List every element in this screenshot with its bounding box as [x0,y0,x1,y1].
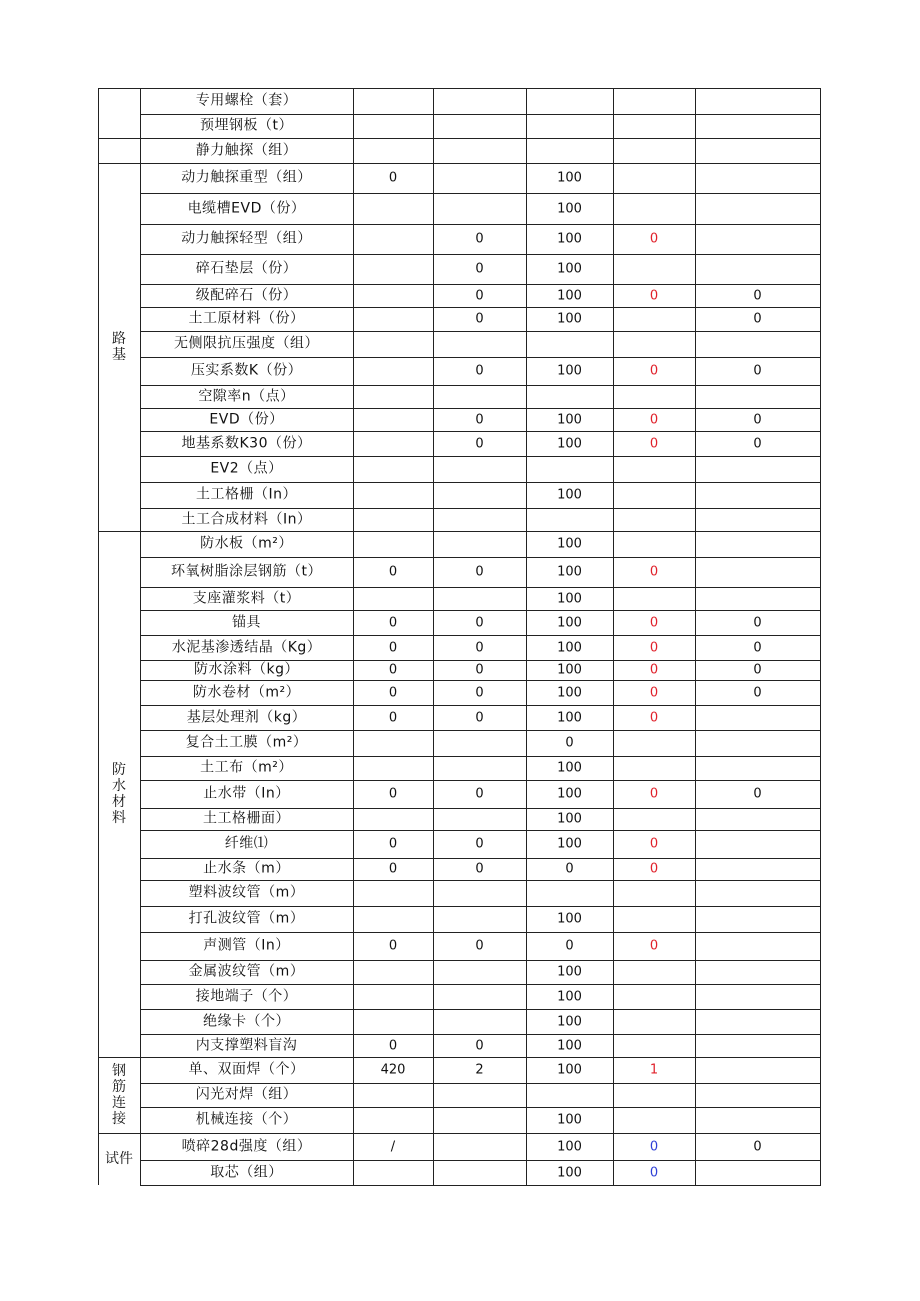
grid-line-horizontal [140,960,821,961]
table-cell-c4: 0 [649,288,659,303]
table-cell-c1: 0 [388,786,398,802]
grid-line-horizontal [98,138,821,139]
row-label: 喷碎28d强度（组） [181,1138,312,1154]
category-label: 路基 [112,331,126,363]
row-label: 土工格栅（In） [195,486,298,503]
grid-line-vertical [695,88,696,1186]
table-cell-c2: 0 [475,710,484,725]
table-cell-c4: 0 [649,363,659,379]
table-cell-c5: 0 [753,288,762,303]
row-label: 静力触探（组） [195,142,298,158]
table-cell-c4: 0 [649,1139,659,1154]
grid-line-vertical [820,88,821,1186]
grid-line-horizontal [98,1133,821,1134]
grid-line-horizontal [140,880,821,881]
grid-line-horizontal [140,680,821,681]
table-cell-c3: 100 [557,564,582,580]
table-cell-c2: 0 [475,640,484,655]
table-cell-c5: 0 [753,412,762,427]
table-cell-c4: 0 [649,662,659,678]
row-label: 单、双面焊（个） [188,1061,305,1078]
grid-line-horizontal [140,808,821,809]
table-cell-c4: 0 [649,231,659,247]
table-cell-c4: 0 [649,412,659,427]
grid-line-horizontal [98,88,821,89]
row-label: 支座灌浆料（t） [192,590,301,606]
row-label: 动力触探重型（组） [181,169,312,186]
row-label: 防水涂料（kg） [194,661,299,678]
row-label: 塑料波纹管（m） [188,884,305,901]
table-cell-c2: 2 [475,1062,484,1078]
table-cell-c3: 0 [565,938,574,954]
grid-line-horizontal [140,610,821,611]
table-cell-c2: 0 [475,311,484,327]
table-cell-c3: 100 [557,1038,582,1053]
table-cell-c2: 0 [475,288,484,303]
row-label: 基层处理剂（kg） [186,709,307,725]
row-label: 机械连接（个） [195,1111,298,1128]
table-cell-c5: 0 [753,615,762,630]
table-cell-c4: 0 [649,710,659,725]
row-label: 接地端子（个） [195,988,298,1004]
grid-line-horizontal [140,1009,821,1010]
row-label: 动力触探轻型（组） [181,230,312,247]
grid-line-horizontal [140,780,821,781]
grid-line-vertical [526,88,527,1186]
row-label: 土工布（m²） [200,759,293,776]
grid-line-horizontal [140,756,821,757]
row-label: 止水带（In） [203,785,290,802]
row-label: 电缆槽EVD（份） [187,200,306,216]
table-cell-c3: 100 [557,231,582,247]
grid-line-horizontal [140,385,821,386]
grid-line-horizontal [140,431,821,432]
row-label: 空隙率n（点） [198,388,295,404]
table-cell-c3: 100 [557,710,582,725]
table-cell-c4: 0 [649,615,659,630]
table-cell-c2: 0 [475,662,484,678]
grid-line-horizontal [140,932,821,933]
row-label: 地基系数K30（份） [181,435,312,451]
row-label: 内支撑塑料盲沟 [195,1037,298,1053]
table-cell-c1: 0 [388,564,398,580]
table-cell-c3: 100 [557,662,582,678]
row-label: 碎石垫层（份） [195,260,298,277]
grid-line-horizontal [140,1083,821,1084]
row-label: 金属波纹管（m） [188,963,305,980]
row-label: 级配碎石（份） [195,287,298,303]
row-label: EV2（点） [210,460,283,477]
grid-line-vertical [140,88,141,1186]
grid-line-horizontal [140,587,821,588]
grid-line-horizontal [140,1160,821,1161]
table-cell-c5: 0 [753,311,762,327]
table-cell-c3: 100 [557,591,582,606]
row-label: 压实系数K（份） [190,362,303,379]
table-cell-c2: 0 [475,786,484,802]
table-cell-c3: 100 [557,1062,582,1078]
category-label: 防水材料 [112,762,126,826]
grid-line-horizontal [140,254,821,255]
table-cell-c1: 0 [388,685,398,700]
table-cell-c4: 0 [649,786,659,802]
row-label: 打孔波纹管（m） [188,910,305,927]
table-cell-c2: 0 [475,685,484,700]
table-cell-c1: 420 [380,1062,406,1078]
grid-line-horizontal [140,114,821,115]
table-cell-c3: 100 [557,1014,582,1029]
table-cell-c3: 100 [557,487,582,503]
grid-line-vertical [353,88,354,1186]
table-cell-c3: 100 [557,412,582,427]
grid-line-horizontal [98,1057,821,1058]
row-label: EVD（份） [209,411,284,427]
table-cell-c4: 0 [649,640,659,655]
row-label: 纤维⑴ [224,835,269,852]
table-cell-c3: 100 [557,363,582,379]
row-label: 预埋钢板（t） [200,117,293,134]
table-cell-c4: 0 [649,836,659,852]
table-cell-c2: 0 [475,938,484,954]
grid-line-horizontal [140,705,821,706]
table-cell-c1: 0 [388,861,398,877]
row-label: 止水条（m） [203,860,290,877]
table-cell-c4: 1 [649,1062,659,1078]
table-cell-c5: 0 [753,436,762,451]
table-cell-c2: 0 [475,861,484,877]
grid-line-horizontal [140,224,821,225]
table-cell-c3: 100 [557,911,582,927]
grid-line-horizontal [140,830,821,831]
grid-line-horizontal [140,307,821,308]
table-cell-c3: 100 [557,811,582,827]
grid-line-horizontal [140,1034,821,1035]
table-cell-c5: 0 [753,1139,762,1154]
table-cell-c5: 0 [753,363,762,379]
table-cell-c3: 100 [557,760,582,776]
grid-line-horizontal [140,508,821,509]
grid-line-horizontal [140,456,821,457]
table-cell-c1: 0 [388,640,398,655]
row-label: 防水卷材（m²） [192,684,301,700]
category-label: 钢筋连接 [112,1063,126,1127]
table-cell-c3: 100 [557,261,582,277]
grid-line-vertical [433,88,434,1186]
grid-line-horizontal [140,730,821,731]
grid-line-horizontal [140,906,821,907]
table-cell-c3: 100 [557,836,582,852]
table-cell-c3: 100 [557,1139,582,1154]
table-cell-c1: 0 [388,710,398,725]
table-cell-c3: 100 [557,640,582,655]
grid-line-horizontal [140,557,821,558]
row-label: 闪光对焊（组） [195,1086,298,1103]
table-cell-c3: 100 [557,989,582,1004]
row-label: 土工合成材料（In） [181,511,312,527]
table-cell-c2: 0 [475,412,484,427]
table-cell-c1: 0 [388,615,398,630]
row-label: 环氧树脂涂层钢筋（t） [171,563,322,580]
grid-line-horizontal [140,635,821,636]
table-cell-c5: 0 [753,786,762,802]
table-cell-c3: 100 [557,1112,582,1128]
row-label: 水泥基渗透结晶（Kg） [171,639,322,655]
grid-line-horizontal [98,163,821,164]
row-label: 专用螺栓（套） [195,92,298,109]
table-cell-c4: 0 [649,685,659,700]
table-cell-c1: 0 [388,662,398,678]
table-cell-c4: 0 [649,938,659,954]
table-cell-c3: 0 [565,861,574,877]
row-label: 锚具 [232,614,261,630]
table-cell-c2: 0 [475,615,484,630]
row-label: 防水板（m²） [200,535,293,552]
table-cell-c4: 0 [649,436,659,451]
table-cell-c2: 0 [475,564,484,580]
table-cell-c3: 100 [557,536,582,552]
grid-line-horizontal [140,858,821,859]
table-cell-c3: 100 [557,786,582,802]
table-cell-c3: 100 [557,170,582,186]
table-cell-c2: 0 [475,231,484,247]
grid-line-horizontal [140,193,821,194]
table-cell-c4: 0 [649,1165,659,1180]
table-cell-c3: 100 [557,964,582,980]
table-cell-c4: 0 [649,564,659,580]
row-label: 无侧限抗压强度（组） [174,335,319,352]
table-cell-c3: 100 [557,615,582,630]
table-cell-c1: 0 [388,1038,398,1053]
table-cell-c1: 0 [388,170,398,186]
row-label: 复合土工膜（m²） [185,734,308,751]
data-table [98,88,821,1186]
table-cell-c5: 0 [753,685,762,700]
grid-line-vertical [613,88,614,1186]
table-cell-c3: 100 [557,311,582,327]
table-cell-c3: 0 [565,735,574,751]
table-cell-c2: 0 [475,436,484,451]
table-cell-c2: 0 [475,363,484,379]
table-cell-c3: 100 [557,436,582,451]
grid-line-horizontal [140,331,821,332]
table-cell-c4: 0 [649,861,659,877]
table-cell-c3: 100 [557,288,582,303]
table-cell-c1: 0 [388,938,398,954]
grid-line-horizontal [140,284,821,285]
table-cell-c2: 0 [475,261,484,277]
category-label: 试件 [105,1151,133,1167]
grid-line-horizontal [140,357,821,358]
grid-line-vertical [98,88,99,1185]
grid-line-horizontal [98,531,821,532]
row-label: 绝缘卡（个） [203,1013,290,1029]
table-cell-c2: 0 [475,1038,484,1053]
grid-line-horizontal [140,984,821,985]
grid-line-horizontal [140,482,821,483]
table-cell-c1: 0 [388,836,398,852]
table-cell-c3: 100 [557,201,582,216]
row-label: 声测管（In） [203,937,290,954]
row-label: 土工格栅面） [203,810,290,827]
row-label: 土工原材料（份） [188,310,305,327]
table-cell-c1: / [390,1139,396,1154]
table-cell-c2: 0 [475,836,484,852]
table-cell-c3: 100 [557,1165,582,1180]
table-cell-c5: 0 [753,640,762,655]
grid-line-horizontal [140,1185,821,1186]
row-label: 取芯（组） [210,1164,283,1180]
table-cell-c3: 100 [557,685,582,700]
grid-line-horizontal [140,408,821,409]
table-cell-c5: 0 [753,662,762,678]
grid-line-horizontal [140,1107,821,1108]
